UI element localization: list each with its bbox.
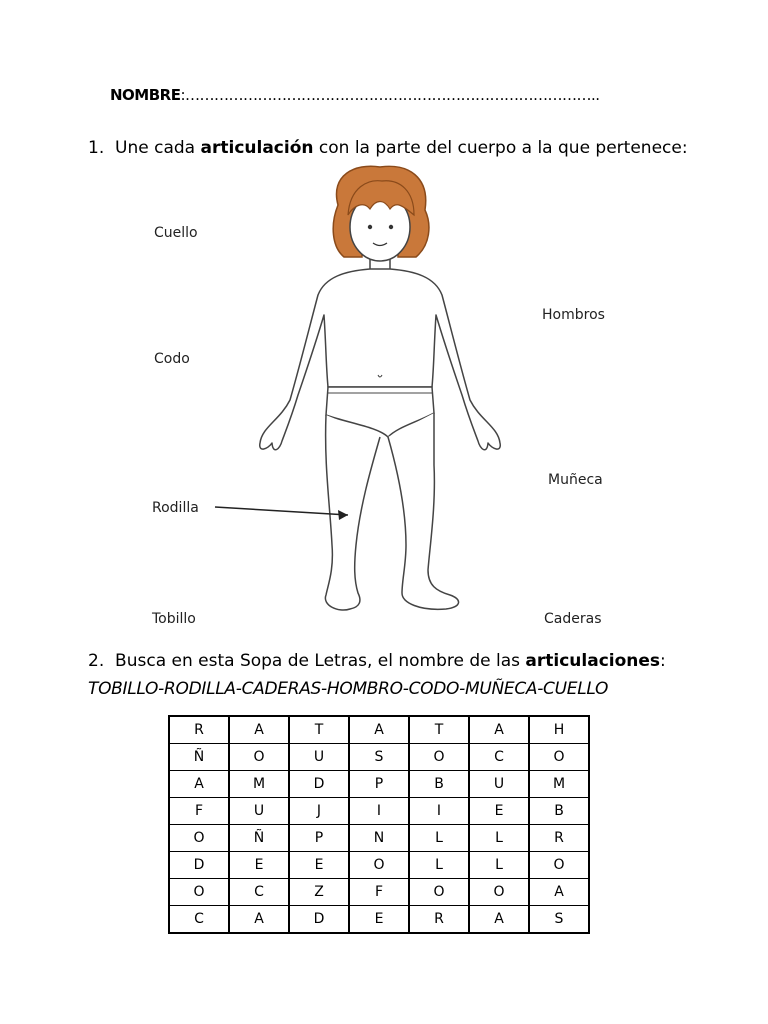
grid-cell[interactable]: S [529, 906, 589, 934]
grid-cell[interactable]: Ñ [169, 744, 229, 771]
grid-cell[interactable]: N [349, 825, 409, 852]
grid-cell[interactable]: A [229, 716, 289, 744]
grid-cell[interactable]: U [289, 744, 349, 771]
question-1-text-before: Une cada [115, 138, 201, 158]
grid-cell[interactable]: F [169, 798, 229, 825]
grid-cell[interactable]: C [169, 906, 229, 934]
grid-row [169, 825, 589, 852]
word-search-grid [168, 715, 590, 934]
label-tobillo: Tobillo [152, 611, 196, 627]
grid-cell[interactable]: O [409, 879, 469, 906]
grid-cell[interactable]: R [409, 906, 469, 934]
grid-cell[interactable]: O [169, 879, 229, 906]
grid-cell[interactable]: J [289, 798, 349, 825]
grid-row [169, 771, 589, 798]
label-hombros: Hombros [542, 307, 605, 323]
grid-cell[interactable]: L [469, 825, 529, 852]
grid-cell[interactable]: A [469, 716, 529, 744]
name-dots: :………………………………………………………………………….. [180, 86, 600, 104]
grid-cell[interactable]: E [469, 798, 529, 825]
grid-cell[interactable]: H [529, 716, 589, 744]
name-field-line[interactable] [110, 86, 600, 104]
grid-cell[interactable]: L [409, 852, 469, 879]
label-codo: Codo [154, 351, 190, 367]
grid-cell[interactable]: O [229, 744, 289, 771]
question-1-number: 1. [88, 138, 105, 158]
grid-cell[interactable]: B [409, 771, 469, 798]
grid-cell[interactable]: D [289, 771, 349, 798]
grid-cell[interactable]: M [229, 771, 289, 798]
label-rodilla: Rodilla [152, 500, 199, 516]
name-label: NOMBRE [110, 86, 181, 104]
grid-cell[interactable]: O [529, 744, 589, 771]
grid-cell[interactable]: O [409, 744, 469, 771]
grid-row [169, 852, 589, 879]
question-1-text-after: con la parte del cuerpo a la que pertenece: [313, 138, 688, 158]
question-2-text-after: : [660, 651, 666, 671]
grid-cell[interactable]: A [229, 906, 289, 934]
grid-cell[interactable]: R [529, 825, 589, 852]
grid-cell[interactable]: I [349, 798, 409, 825]
grid-cell[interactable]: E [229, 852, 289, 879]
grid-row [169, 879, 589, 906]
grid-cell[interactable]: T [289, 716, 349, 744]
question-2 [88, 651, 666, 671]
grid-cell[interactable]: Ñ [229, 825, 289, 852]
label-caderas: Caderas [544, 611, 602, 627]
grid-cell[interactable]: P [349, 771, 409, 798]
grid-cell[interactable]: O [529, 852, 589, 879]
grid-row [169, 906, 589, 934]
grid-cell[interactable]: A [469, 906, 529, 934]
body-figure [140, 165, 630, 640]
grid-cell[interactable]: O [469, 879, 529, 906]
grid-row [169, 716, 589, 744]
grid-cell[interactable]: L [469, 852, 529, 879]
grid-cell[interactable]: D [289, 906, 349, 934]
question-2-text-before: Busca en esta Sopa de Letras, el nombre de las [115, 651, 526, 671]
grid-cell[interactable]: A [529, 879, 589, 906]
grid-cell[interactable]: U [229, 798, 289, 825]
grid-cell[interactable]: C [229, 879, 289, 906]
grid-cell[interactable]: O [349, 852, 409, 879]
grid-row [169, 798, 589, 825]
grid-cell[interactable]: T [409, 716, 469, 744]
label-muneca: Muñeca [548, 472, 603, 488]
grid-cell[interactable]: U [469, 771, 529, 798]
label-cuello: Cuello [154, 225, 198, 241]
grid-cell[interactable]: E [349, 906, 409, 934]
grid-cell[interactable]: R [169, 716, 229, 744]
grid-cell[interactable]: C [469, 744, 529, 771]
child-body-illustration [140, 165, 630, 640]
grid-cell[interactable]: A [349, 716, 409, 744]
grid-cell[interactable]: M [529, 771, 589, 798]
word-list: TOBILLO-RODILLA-CADERAS-HOMBRO-CODO-MUÑECA-CUELLO [88, 679, 609, 699]
question-2-bold-word: articulaciones [525, 651, 661, 671]
grid-cell[interactable]: Z [289, 879, 349, 906]
grid-row [169, 744, 589, 771]
grid-cell[interactable]: S [349, 744, 409, 771]
grid-cell[interactable]: A [169, 771, 229, 798]
question-1-bold-word: articulación [200, 138, 314, 158]
grid-cell[interactable]: O [169, 825, 229, 852]
grid-cell[interactable]: P [289, 825, 349, 852]
question-2-number: 2. [88, 651, 105, 671]
grid-cell[interactable]: E [289, 852, 349, 879]
grid-cell[interactable]: B [529, 798, 589, 825]
grid-cell[interactable]: F [349, 879, 409, 906]
grid-cell[interactable]: I [409, 798, 469, 825]
grid-cell[interactable]: D [169, 852, 229, 879]
grid-cell[interactable]: L [409, 825, 469, 852]
question-1 [88, 138, 688, 158]
